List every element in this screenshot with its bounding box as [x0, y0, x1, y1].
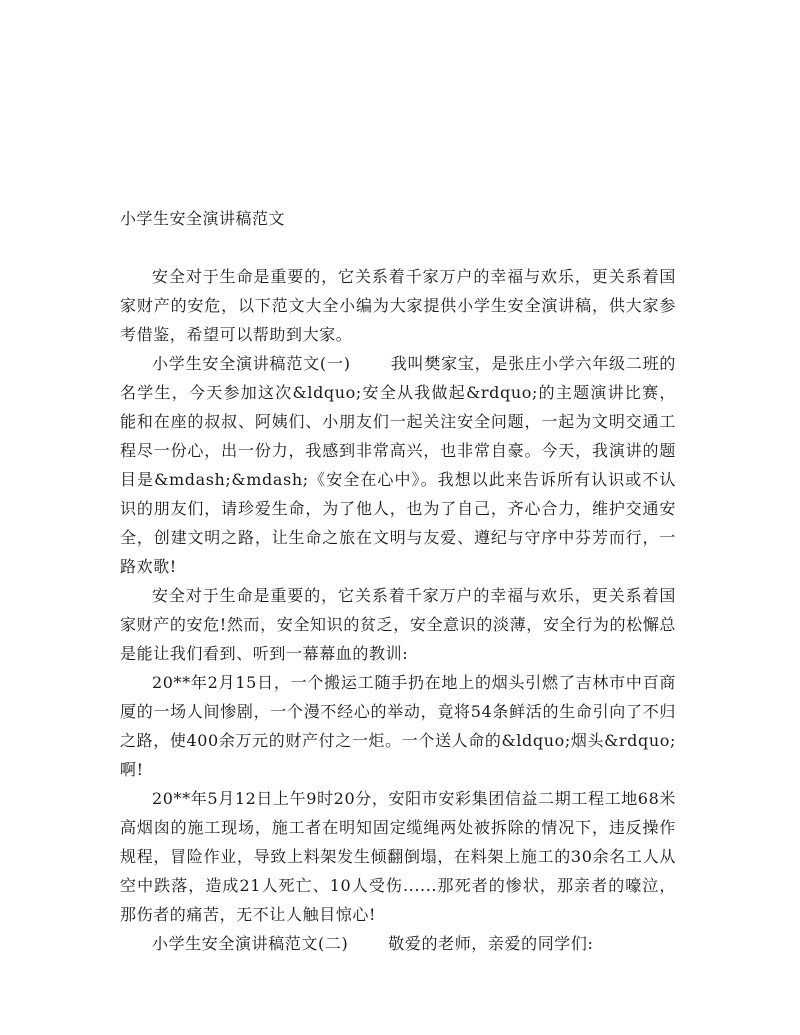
paragraph-text: 20**年5月12日上午9时20分，安阳市安彩集团信益二期工程工地68米高烟囱的施工现场，施工者在明知固定缆绳两处被拆除的情况下，违反操作规程，冒险作业，导致上料架发生倾翻倒塌，在料架上施工的30余名工人从空中跌落，造成21人死亡、10人受伤......那死者的惨状，那亲者的嚎泣，那伤者的痛苦，无不让人触目惊心! [120, 789, 676, 924]
body-paragraph-speech-one [120, 349, 676, 581]
section-heading-speech-one: 小学生安全演讲稿范文(一) [152, 354, 351, 373]
body-paragraph-jilin-fire [120, 668, 676, 784]
body-paragraph-safety [120, 581, 676, 668]
paragraph-text: 安全对于生命是重要的，它关系着千家万户的幸福与欢乐，更关系着国家财产的安危，以下范文大全小编为大家提供小学生安全演讲稿，供大家参考借鉴，希望可以帮助到大家。 [120, 267, 676, 344]
paragraph-text: 敬爱的老师，亲爱的同学们: [388, 934, 594, 953]
section-heading-speech-two: 小学生安全演讲稿范文(二) [152, 934, 349, 953]
body-paragraph-speech-two [120, 929, 676, 958]
document-title: 小学生安全演讲稿范文 [120, 209, 286, 228]
document-body [120, 262, 676, 958]
body-paragraph-intro [120, 262, 676, 349]
paragraph-text: 20**年2月15日，一个搬运工随手扔在地上的烟头引燃了吉林市中百商厦的一场人间惨剧，一个漫不经心的举动，竟将54条鲜活的生命引向了不归之路，使400余万元的财产付之一炬。一个送人命的&ldquo;烟头&rdquo;啊! [120, 673, 676, 779]
paragraph-text: 安全对于生命是重要的，它关系着千家万户的幸福与欢乐，更关系着国家财产的安危!然而，安全知识的贫乏，安全意识的淡薄，安全行为的松懈总是能让我们看到、听到一幕幕血的教训: [120, 586, 676, 663]
paragraph-text: 我叫樊家宝，是张庄小学六年级二班的名学生，今天参加这次&ldquo;安全从我做起&rdquo;的主题演讲比赛，能和在座的叔叔、阿姨们、小朋友们一起关注安全问题，一起为文明交通工程尽一份心，出一份力，我感到非常高兴，也非常自豪。今天，我演讲的题目是&mdash;&mdash;《安全在心中》。我想以此来告诉所有认识或不认识的朋友们，请珍爱生命，为了他人，也为了自己，齐心合力，维护交通安全，创建文明之路，让生命之旅在文明与友爱、遵纪与守序中芬芳而行，一路欢歌! [120, 354, 676, 576]
body-paragraph-anyang-collapse [120, 784, 676, 929]
